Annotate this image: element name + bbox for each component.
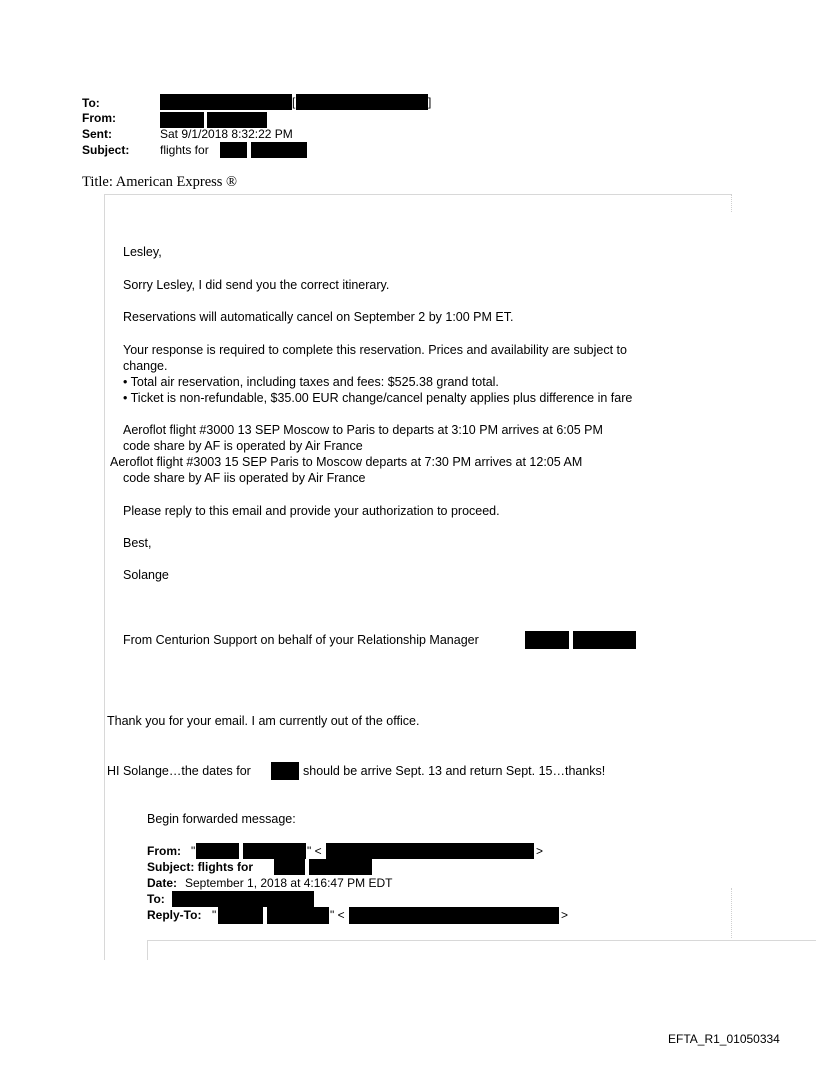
redaction-to-email [296, 94, 428, 110]
forwarded-intro: Begin forwarded message: [147, 812, 296, 826]
redaction-from-last [207, 112, 267, 128]
fwd-replyto-label: Reply-To: [147, 908, 202, 922]
fwd-replyto-quote-open: " [212, 908, 217, 922]
redaction-fwd-to [172, 891, 314, 907]
redaction-fwd-subject-last [309, 859, 372, 875]
to-bracket-close: ] [428, 95, 432, 109]
paragraph-response-line1: Your response is required to complete this reservation. Prices and availability are subject to [123, 343, 627, 357]
fwd-to-label: To: [147, 892, 165, 906]
paragraph-authorize: Please reply to this email and provide your authorization to proceed. [123, 504, 500, 518]
fwd-from-label: From: [147, 844, 181, 858]
paragraph-cancel: Reservations will automatically cancel on September 2 by 1:00 PM ET. [123, 310, 514, 324]
from-label: From: [82, 111, 116, 125]
redaction-fwd-from-first [196, 843, 239, 859]
signoff: Best, [123, 536, 152, 550]
fwd-replyto-quote-mid: " < [330, 908, 345, 922]
redaction-fwd-subject-first [274, 859, 305, 875]
centurion-line: From Centurion Support on behalf of your Relationship Manager [123, 633, 479, 647]
fwd-from-quote-mid: " < [307, 844, 322, 858]
sent-value: Sat 9/1/2018 8:32:22 PM [160, 127, 293, 141]
redaction-reply-name [271, 762, 299, 780]
redaction-fwd-from-email [326, 843, 534, 859]
subject-value: flights for [160, 143, 209, 157]
bullet-total: • Total air reservation, including taxes and fees: $525.38 grand total. [123, 375, 499, 389]
redaction-fwd-replyto-last [267, 907, 329, 924]
forward-frame-top-line [147, 940, 816, 941]
frame-top-line [104, 194, 732, 195]
sent-label: Sent: [82, 127, 112, 141]
flight1-line2: code share by AF is operated by Air France [123, 439, 363, 453]
frame-left-line [104, 194, 105, 960]
bullet-ticket: • Ticket is non-refundable, $35.00 EUR change/cancel penalty applies plus difference in fare [123, 391, 633, 405]
bates-number: EFTA_R1_01050334 [668, 1032, 780, 1046]
fwd-subject-label: Subject: flights for [147, 860, 253, 874]
to-label: To: [82, 96, 100, 110]
forward-frame-left-line [147, 940, 148, 960]
redaction-fwd-from-last [243, 843, 306, 859]
fwd-from-angle-close: > [536, 844, 544, 858]
frame-right-dotted [731, 194, 732, 212]
flight2-line1: Aeroflot flight #3003 15 SEP Paris to Moscow departs at 7:30 PM arrives at 12:05 AM [110, 455, 583, 469]
redaction-to-name [160, 94, 292, 110]
redaction-manager-first [525, 631, 569, 649]
fwd-replyto-angle-close: > [561, 908, 569, 922]
flight2-line2: code share by AF iis operated by Air France [123, 471, 366, 485]
greeting: Lesley, [123, 245, 162, 259]
reply-part-2: should be arrive Sept. 13 and return Sept. 15…thanks! [303, 764, 606, 778]
subject-label: Subject: [82, 143, 130, 157]
fwd-date-label: Date: [147, 876, 178, 890]
fwd-date-value: September 1, 2018 at 4:16:47 PM EDT [185, 876, 393, 890]
paragraph-response-line2: change. [123, 359, 168, 373]
redaction-fwd-replyto-email [349, 907, 559, 924]
to-bracket-open: [ [292, 95, 296, 109]
redaction-from-first [160, 112, 204, 128]
redaction-fwd-replyto-first [218, 907, 263, 924]
flight1-line1: Aeroflot flight #3000 13 SEP Moscow to Paris to departs at 3:10 PM arrives at 6:05 PM [123, 423, 603, 437]
fwd-from-quote-open: " [191, 844, 196, 858]
out-of-office-line: Thank you for your email. I am currently out of the office. [107, 714, 420, 728]
redaction-manager-last [573, 631, 636, 649]
redaction-subject-first [220, 142, 247, 158]
signature: Solange [123, 568, 169, 582]
forward-frame-right-dotted [731, 888, 732, 938]
title-line: Title: American Express ® [82, 174, 238, 190]
reply-part-1: HI Solange…the dates for [107, 764, 251, 778]
redaction-subject-last [251, 142, 307, 158]
paragraph-itinerary: Sorry Lesley, I did send you the correct itinerary. [123, 278, 390, 292]
